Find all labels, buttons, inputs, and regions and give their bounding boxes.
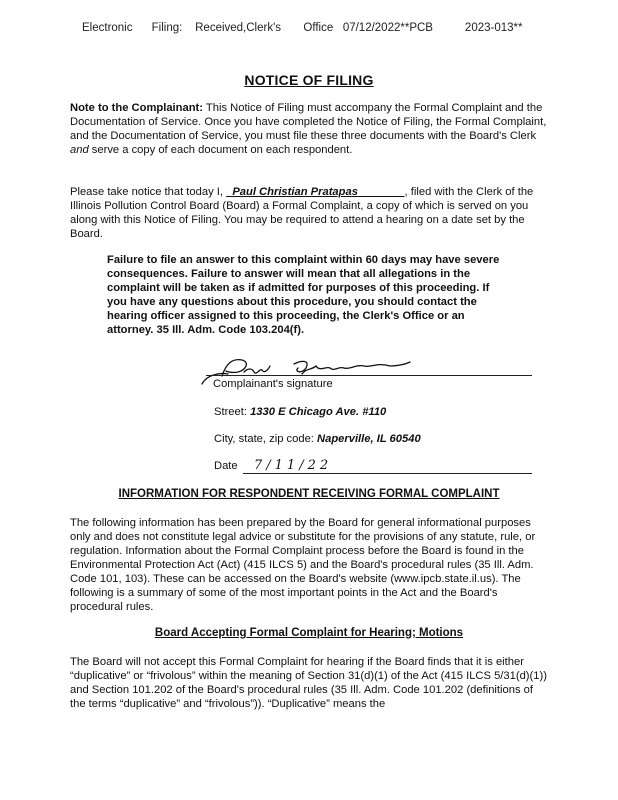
- signature-line: [206, 375, 532, 376]
- note-text-b: serve a copy of each document on each respondent.: [88, 144, 353, 156]
- date-line: [243, 473, 532, 474]
- city-label: City, state, zip code:: [214, 433, 318, 445]
- note-and: and: [70, 144, 89, 156]
- street-value: 1330 E Chicago Ave. #110: [250, 406, 387, 418]
- note-text-a: This Notice of Filing must accompany the Formal Complaint and the Documentation of Service. Once you have completed the Notice of Filing, the Formal Complaint, and the Documentation of Service, you must file these three documents with the Board's Clerk: [70, 102, 547, 142]
- date-value: 7/11/22: [254, 458, 333, 473]
- city-field: [214, 433, 421, 445]
- filing-stamp: Electronic Filing: Received,Clerk's Office 07/12/2022**PCB 2023-013**: [82, 22, 523, 34]
- date-label: Date: [214, 460, 238, 472]
- note-label: Note to the Complainant:: [70, 102, 203, 114]
- street-field: [214, 406, 386, 418]
- date-handwritten: [254, 456, 332, 474]
- notice-text-a: Please take notice that today I,: [70, 186, 227, 198]
- note-paragraph: [70, 101, 548, 157]
- notice-text-b: , filed with the Clerk of the Illinois Pollution Control Board (Board) a Formal Complaint, a copy of which is served on you along with this Notice of Filing. You may be required to attend a hearing on a date set by the Board.: [70, 186, 534, 240]
- info-heading: INFORMATION FOR RESPONDENT RECEIVING FORMAL COMPLAINT: [118, 488, 500, 500]
- info-paragraph: The following information has been prepared by the Board for general informational purposes only and does not constitute legal advice or substitute for the provisions of any statute, rule, or regulation. Information about the Formal Complaint process before the Board is found in the Environmental Protection Act (Act) (415 ILCS 5) and the Board's procedural rules (35 Ill. Adm. Code 101, 103). These can be accessed on the Board's website (www.ipcb.state.il.us). The following is a summary of some of the most important points in the Act and the Board's procedural rules.: [70, 517, 536, 613]
- page-title: NOTICE OF FILING: [244, 72, 374, 88]
- signature-label: Complainant's signature: [213, 378, 333, 390]
- street-label: Street:: [214, 406, 251, 418]
- warning-paragraph: Failure to file an answer to this complaint within 60 days may have severe consequences. Failure to answer will mean that all allegations in the complaint will be taken as if admitted for purposes of this proceeding. If you have any questions about this procedure, you should contact the hearing officer assigned to this proceeding, the Clerk's Office or an attorney. 35 Ill. Adm. Code 103.204(f).: [107, 254, 500, 336]
- notice-paragraph: [70, 185, 548, 241]
- city-value: Naperville, IL 60540: [317, 433, 421, 445]
- accepting-heading: Board Accepting Formal Complaint for Hearing; Motions: [154, 627, 464, 639]
- accepting-paragraph: The Board will not accept this Formal Complaint for hearing if the Board finds that it is either “duplicative” or “frivolous” within the meaning of Section 31(d)(1) of the Act (415 ILCS 5/31(d)(1)) and Section 101.202 of the Board's procedural rules (35 Ill. Adm. Code 101.202 (definitions of the terms “duplicative” and “frivolous”)). “Duplicative” means the: [70, 656, 547, 710]
- complainant-name: Paul Christian Pratapas: [226, 186, 405, 198]
